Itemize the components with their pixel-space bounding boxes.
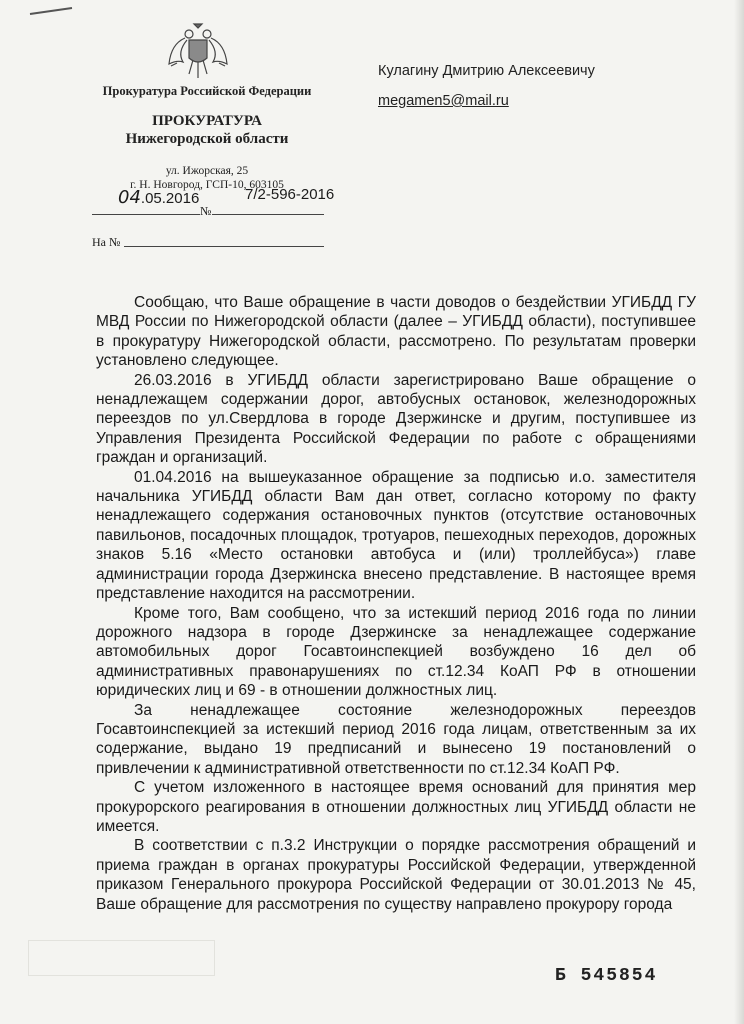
reference-label: На № [92, 235, 121, 249]
date-value: .05.2016 [140, 190, 200, 207]
letter-body [96, 293, 696, 914]
paragraph: За ненадлежащее состояние железнодорожных переездов Госавтоинспекцией за истекший период 2016 года лицам, ответственным за их содержание, выдано 19 предписаний и вынесено 19 постановлений о привлечении к административной ответственности по ст.12.34 КоАП РФ. [96, 701, 696, 777]
organization-title-line-1: ПРОКУРАТУРА [152, 113, 262, 129]
paragraph: Кроме того, Вам сообщено, что за истекший период 2016 года по линии дорожного надзора в городе Дзержинске за ненадлежащее содержание автомобильных дорог Госавтоинспекцией возбуждено 16 дел об административных правонарушениях по ст.12.34 КоАП РФ в отношении юридических лиц и 69 - в отношении должностных лиц. [96, 604, 696, 700]
organization-title [92, 112, 322, 148]
number-underline [212, 214, 324, 215]
organization-title-line-2: Нижегородской области [125, 131, 289, 147]
paragraph: Сообщаю, что Ваше обращение в части доводов о бездействии УГИБДД ГУ МВД России по Нижегородской области (далее – УГИБДД области), поступившее в прокуратуру Нижегородской области, рассмотрено. По результатам проверки установлено следующее. [96, 294, 696, 370]
organization-caption: Прокуратура Российской Федерации [102, 84, 312, 98]
address-line-2: г. Н. Новгород, ГСП-10, 603105 [130, 179, 284, 191]
paragraph: С учетом изложенного в настоящее время оснований для принятия мер прокурорского реагирования в отношении должностных лиц УГИБДД области не имеется. [96, 779, 696, 835]
paragraph: В соответствии с п.3.2 Инструкции о порядке рассмотрения обращений и приема граждан в органах прокуратуры Российской Федерации, утвержденной приказом Генерального прокурора Российской Федерации от 30.01.2013 № 45, Ваше обращение для рассмотрения по существу направлено прокурору города [96, 837, 696, 913]
paragraph: 26.03.2016 в УГИБДД области зарегистрировано Ваше обращение о ненадлежащем содержании дорог, автобусных остановок, железнодорожных переездов по ул.Свердлова в городе Дзержинске и другим, поступившее из Управления Президента Российской Федерации по работе с обращениями граждан и организаций. [96, 371, 696, 467]
form-serial-number: Б 545854 [555, 966, 658, 986]
page-edge [734, 0, 744, 1024]
recipient-name: Кулагину Дмитрию Алексеевичу [378, 63, 595, 79]
pen-mark [28, 6, 76, 16]
reference-underline [124, 246, 324, 247]
address-line-1: ул. Ижорская, 25 [165, 165, 249, 177]
coat-of-arms-emblem [165, 22, 231, 84]
registration-number: 7/2-596-2016 [245, 186, 335, 203]
document-date [118, 187, 199, 208]
date-underline [92, 214, 200, 215]
date-handwritten-day: 04 [118, 187, 141, 208]
number-sign: № [200, 204, 212, 218]
recipient-email: megamen5@mail.ru [378, 93, 509, 109]
faded-stamp [28, 940, 215, 976]
paragraph: 01.04.2016 на вышеуказанное обращение за подписью и.о. заместителя начальника УГИБДД области Вам дан ответ, согласно которому по факту ненадлежащего содержания остановочных пунктов (отсутствие остановочных павильонов, посадочных площадок, тротуаров, пешеходных переходов, дорожных знаков 5.16 «Место остановки автобуса и (или) троллейбуса») главе администрации города Дзержинска внесено представление. В настоящее время представление находится на рассмотрении. [96, 468, 696, 603]
